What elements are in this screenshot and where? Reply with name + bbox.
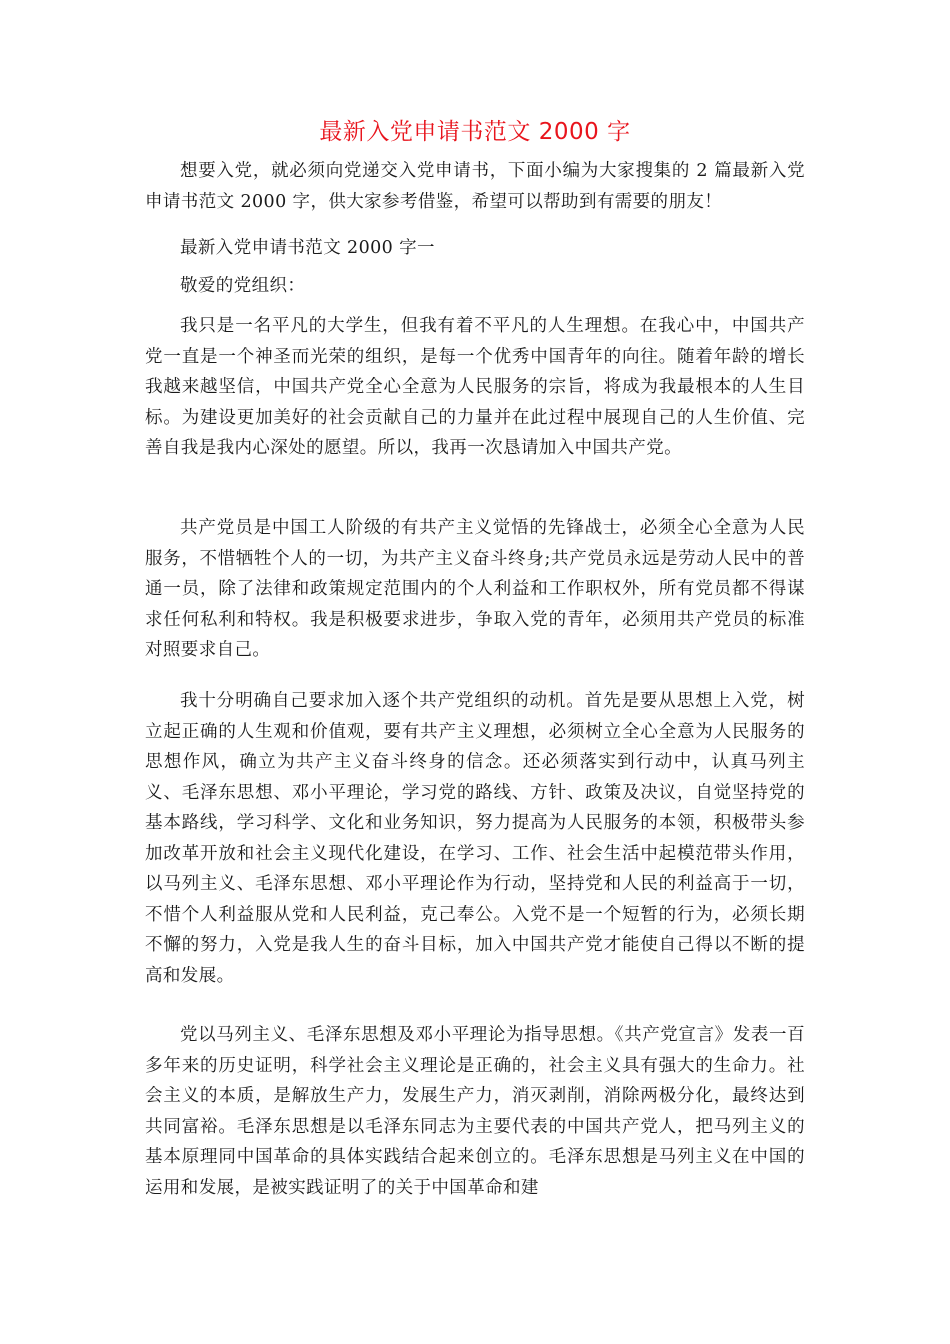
body-paragraph-3: 我十分明确自己要求加入逐个共产党组织的动机。首先是要从思想上入党，树立起正确的人生观和价值观，要有共产主义理想，必须树立全心全意为人民服务的思想作风，确立为共产主义奋斗终身的信念。还必须落实到行动中，认真马列主义、毛泽东思想、邓小平理论，学习党的路线、方针、政策及决议，自觉坚持党的基本路线，学习科学、文化和业务知识，努力提高为人民服务的本领，积极带头参加改革开放和社会主义现代化建设，在学习、工作、社会生活中起模范带头作用，以马列主义、毛泽东思想、邓小平理论作为行动，坚持党和人民的利益高于一切，不惜个人利益服从党和人民利益，克己奉公。入党不是一个短暂的行为，必须长期不懈的努力，入党是我人生的奋斗目标，加入中国共产党才能使自己得以不断的提高和发展。: [145, 691, 805, 986]
intro-paragraph: 想要入党，就必须向党递交入党申请书，下面小编为大家搜集的 2 篇最新入党申请书范文 2000 字，供大家参考借鉴，希望可以帮助到有需要的朋友！: [145, 161, 805, 212]
salutation: 敬爱的党组织：: [180, 276, 306, 296]
section-subtitle: 最新入党申请书范文 2000 字一: [180, 238, 435, 258]
document-title: 最新入党申请书范文 2000 字: [319, 119, 631, 145]
body-paragraph-2: 共产党员是中国工人阶级的有共产主义觉悟的先锋战士，必须全心全意为人民服务，不惜牺牲个人的一切，为共产主义奋斗终身;共产党员永远是劳动人民中的普通一员，除了法律和政策规定范围内的个人利益和工作职权外，所有党员都不得谋求任何私利和特权。我是积极要求进步，争取入党的青年，必须用共产党员的标准对照要求自己。: [145, 518, 805, 660]
body-paragraph-1: 我只是一名平凡的大学生，但我有着不平凡的人生理想。在我心中，中国共产党一直是一个神圣而光荣的组织，是每一个优秀中国青年的向往。随着年龄的增长我越来越坚信，中国共产党全心全意为人民服务的宗旨，将成为我最根本的人生目标。为建设更加美好的社会贡献自己的力量并在此过程中展现自己的人生价值、完善自我是我内心深处的愿望。所以，我再一次恳请加入中国共产党。: [145, 316, 805, 458]
body-paragraph-4: 党以马列主义、毛泽东思想及邓小平理论为指导思想。《共产党宣言》发表一百多年来的历史证明，科学社会主义理论是正确的，社会主义具有强大的生命力。社会主义的本质，是解放生产力，发展生产力，消灭剥削，消除两极分化，最终达到共同富裕。毛泽东思想是以毛泽东同志为主要代表的中国共产党人，把马列主义的基本原理同中国革命的具体实践结合起来创立的。毛泽东思想是马列主义在中国的运用和发展，是被实践证明了的关于中国革命和建: [145, 1025, 805, 1198]
